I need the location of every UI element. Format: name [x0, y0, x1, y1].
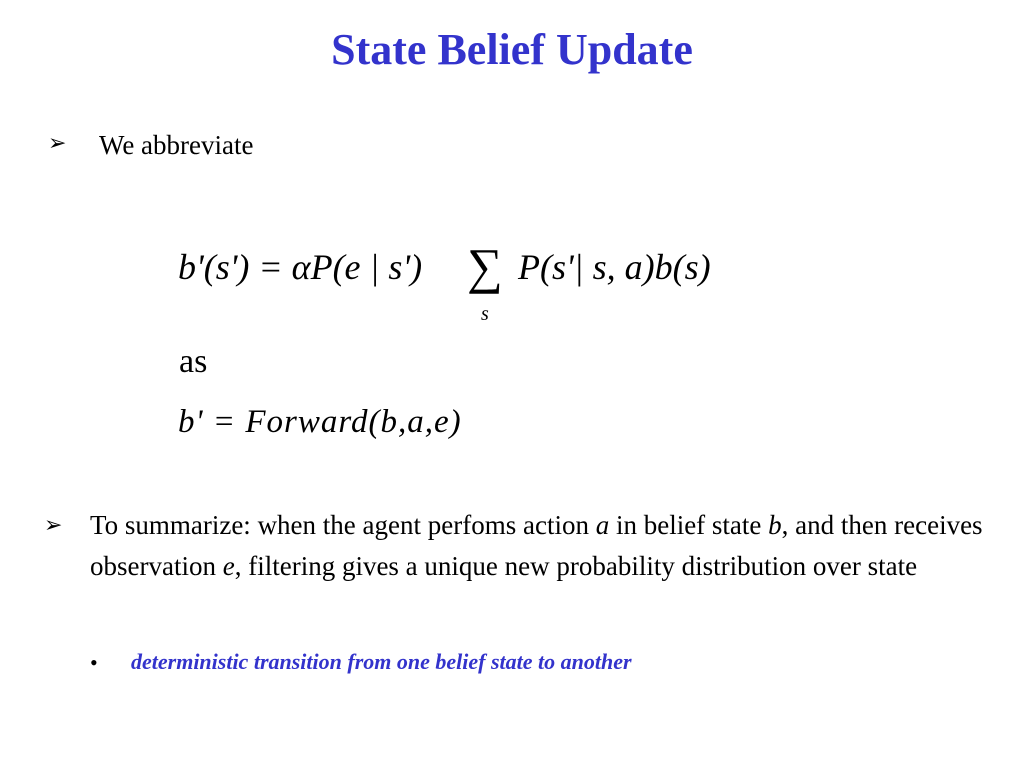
summary-part4: , filtering gives a unique new probability distribution over state [234, 551, 918, 581]
intro-text: We abbreviate [99, 130, 254, 160]
sub-bullet-text: deterministic transition from one belief state to another [131, 649, 632, 674]
summary-part2: in belief state [609, 510, 769, 540]
equation-rhs: P(s'| s, a)b(s) [518, 247, 711, 287]
summary-part3: , and then receives observation [90, 510, 983, 581]
equation-lhs: b'(s') = αP(e | s') [178, 247, 423, 287]
summation-index: s [481, 303, 489, 325]
summation-symbol: ∑ [467, 238, 503, 294]
summary-part1: To summarize: when the agent perfoms action [90, 510, 596, 540]
summary-var-b: b [768, 510, 782, 540]
connector-text: as [179, 343, 208, 380]
summary-text [90, 505, 990, 587]
summary-var-e: e [222, 551, 235, 581]
arrowhead-bullet-icon: ➢ [44, 513, 63, 538]
summary-var-a: a [595, 510, 610, 540]
slide-title: State Belief Update [331, 25, 693, 74]
forward-equation: b' = Forward(b,a,e) [178, 404, 462, 440]
sub-bullet-dot: • [90, 650, 98, 675]
arrowhead-bullet-icon: ➢ [48, 131, 67, 156]
